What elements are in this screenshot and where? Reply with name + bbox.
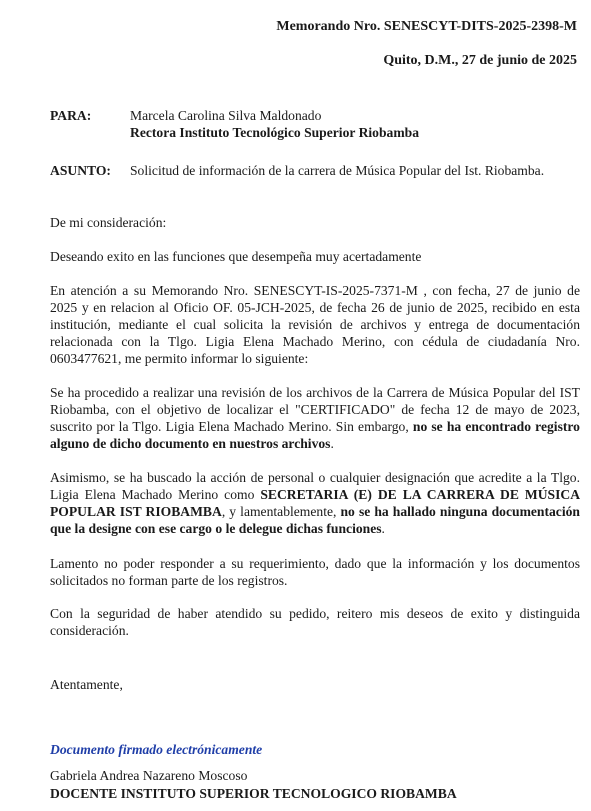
- paragraph-1: [50, 282, 580, 367]
- memo-date: Quito, D.M., 27 de junio de 2025: [383, 53, 577, 68]
- para-label: PARA:: [50, 108, 92, 123]
- p2-end: .: [330, 436, 334, 451]
- signed-electronically-note: Documento firmado electrónicamente: [50, 742, 263, 757]
- signer-title: DOCENTE INSTITUTO SUPERIOR TECNOLOGICO RIOBAMBA: [50, 786, 457, 801]
- asunto-label: ASUNTO:: [50, 163, 111, 178]
- paragraph-4-text: Lamento no poder responder a su requerimiento, dado que la información y los documentos solicitados no forman parte de los registros.: [50, 556, 580, 588]
- p3-bold2: no se ha hallado ninguna documentación que la designe con ese cargo o le delegue dichas funciones: [50, 504, 580, 536]
- paragraph-2: [50, 384, 580, 452]
- para-value: [130, 107, 419, 141]
- asunto-text: Solicitud de información de la carrera de Música Popular del Ist. Riobamba.: [130, 163, 545, 178]
- signer-name: Gabriela Andrea Nazareno Moscoso: [50, 768, 248, 783]
- p3-mid: , y lamentablemente,: [221, 504, 341, 519]
- p3-start: Asimismo, se ha buscado la acción de personal o cualquier designación que acredite a la Tlgo. Ligia Elena Machado Merino como: [50, 470, 580, 502]
- paragraph-3-text: [50, 469, 580, 537]
- p3-end: .: [381, 521, 385, 536]
- paragraph-5-text: Con la seguridad de haber atendido su pedido, reitero mis deseos de exito y distinguida consideración.: [50, 606, 580, 638]
- wish-text: Deseando exito en las funciones que desempeña muy acertadamente: [50, 249, 422, 264]
- memo-number: Memorando Nro. SENESCYT-DITS-2025-2398-M: [276, 19, 577, 34]
- paragraph-4: [50, 555, 580, 589]
- wish: [50, 248, 580, 265]
- recipient-title: Rectora Instituto Tecnológico Superior Riobamba: [130, 125, 419, 140]
- p2-bold: no se ha encontrado registro alguno de dicho documento en nuestros archivos: [50, 419, 580, 451]
- closing: [50, 676, 580, 693]
- paragraph-5: [50, 605, 580, 639]
- p2-start: Se ha procedido a realizar una revisión de los archivos de la Carrera de Música Popular del IST Riobamba, con el objetivo de localizar el "CERTIFICADO" de fecha 12 de mayo de 2023, suscrito por la Tlgo. Ligia Elena Machado Merino. Sin embargo,: [50, 385, 580, 434]
- paragraph-1-text: En atención a su Memorando Nro. SENESCYT-IS-2025-7371-M , con fecha, 27 de junio de 2025 y en relacion al Oficio OF. 05-JCH-2025, de fecha 26 de junio de 2025, recibido en esta institución, mediante el cual solicita la revisión de archivos y entrega de documentación relacionada con la Tlgo. Ligia Elena Machado Merino, con cédula de ciudadanía Nro. 0603477621, me permito informar lo siguiente:: [50, 283, 580, 366]
- greeting: [50, 214, 580, 231]
- paragraph-3: [50, 469, 580, 537]
- recipient-name: Marcela Carolina Silva Maldonado: [130, 108, 322, 123]
- greeting-text: De mi consideración:: [50, 215, 167, 230]
- paragraph-2-text: [50, 384, 580, 452]
- closing-text: Atentamente,: [50, 677, 123, 692]
- p3-bold1: SECRETARIA (E) DE LA CARRERA DE MÚSICA POPULAR IST RIOBAMBA: [50, 487, 581, 519]
